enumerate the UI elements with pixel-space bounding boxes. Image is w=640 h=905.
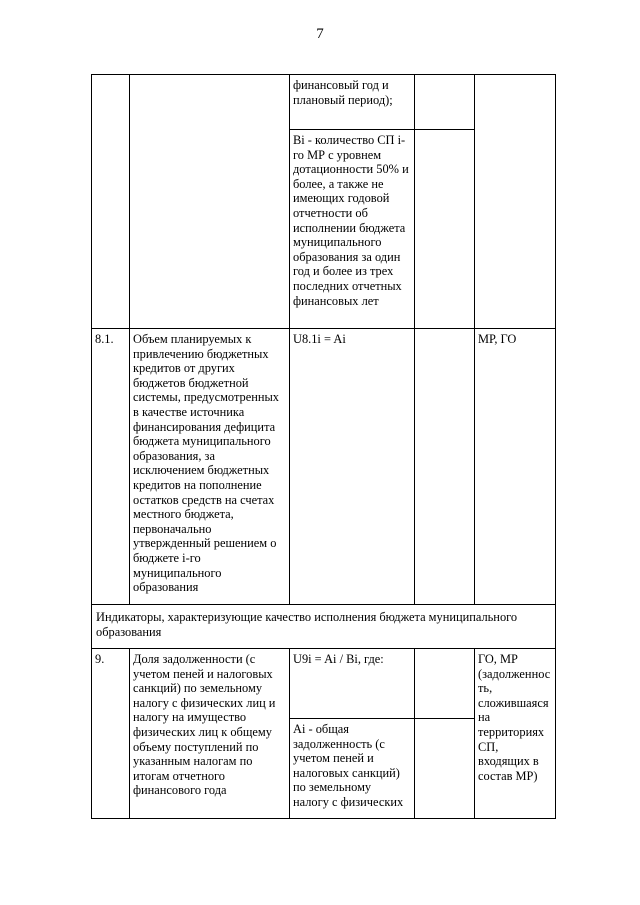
- table-row: [92, 75, 556, 130]
- indicator-description-cell: Доля задолженности (с учетом пеней и налоговых санкций) по земельному налогу с физических лиц и налогу на имущество физических лиц к общему объему поступлений по указанным налогам по итогам отчетного финансового года: [130, 649, 290, 819]
- row-number-cell: 9.: [92, 649, 130, 819]
- scope-cell: ГО, МР (задолженность, сложившаяся на территориях СП, входящих в состав МР): [475, 649, 556, 819]
- empty-cell: [415, 649, 475, 719]
- page-number: 7: [316, 26, 324, 42]
- formula-cell: финансовый год и плановый период);: [290, 75, 415, 130]
- row-number-cell: 8.1.: [92, 329, 130, 605]
- formula-cell: U8.1i = Ai: [290, 329, 415, 605]
- table-row: [92, 329, 556, 605]
- scope-cell: [475, 75, 556, 329]
- empty-cell: [415, 75, 475, 130]
- row-number-cell: [92, 75, 130, 329]
- indicator-description-cell: Объем планируемых к привлечению бюджетных кредитов от других бюджетов бюджетной системы, предусмотренных в качестве источника финансирования дефицита бюджета муниципального образования, за исключением бюджетных кредитов на пополнение остатков средств на счетах местного бюджета, первоначально утвержденный решением о бюджете i-го муниципального образования: [130, 329, 290, 605]
- empty-cell: [415, 719, 475, 819]
- scope-cell: МР, ГО: [475, 329, 556, 605]
- formula-definition-cell: Ai - общая задолженность (с учетом пеней и налоговых санкций) по земельному налогу с физических: [290, 719, 415, 819]
- formula-cell: U9i = Ai / Bi, где:: [290, 649, 415, 719]
- formula-definition-cell: Bi - количество СП i-го МР с уровнем дотационности 50% и более, а также не имеющих годовой отчетности об исполнении бюджета муниципального образования за один год и более из трех последних отчетных финансовых лет: [290, 130, 415, 329]
- section-header-row: [92, 605, 556, 649]
- indicator-description-cell: [130, 75, 290, 329]
- indicators-table: [91, 74, 556, 819]
- empty-cell: [415, 329, 475, 605]
- empty-cell: [415, 130, 475, 329]
- section-title: Индикаторы, характеризующие качество исполнения бюджета муниципального образования: [92, 605, 556, 649]
- table-row: [92, 649, 556, 719]
